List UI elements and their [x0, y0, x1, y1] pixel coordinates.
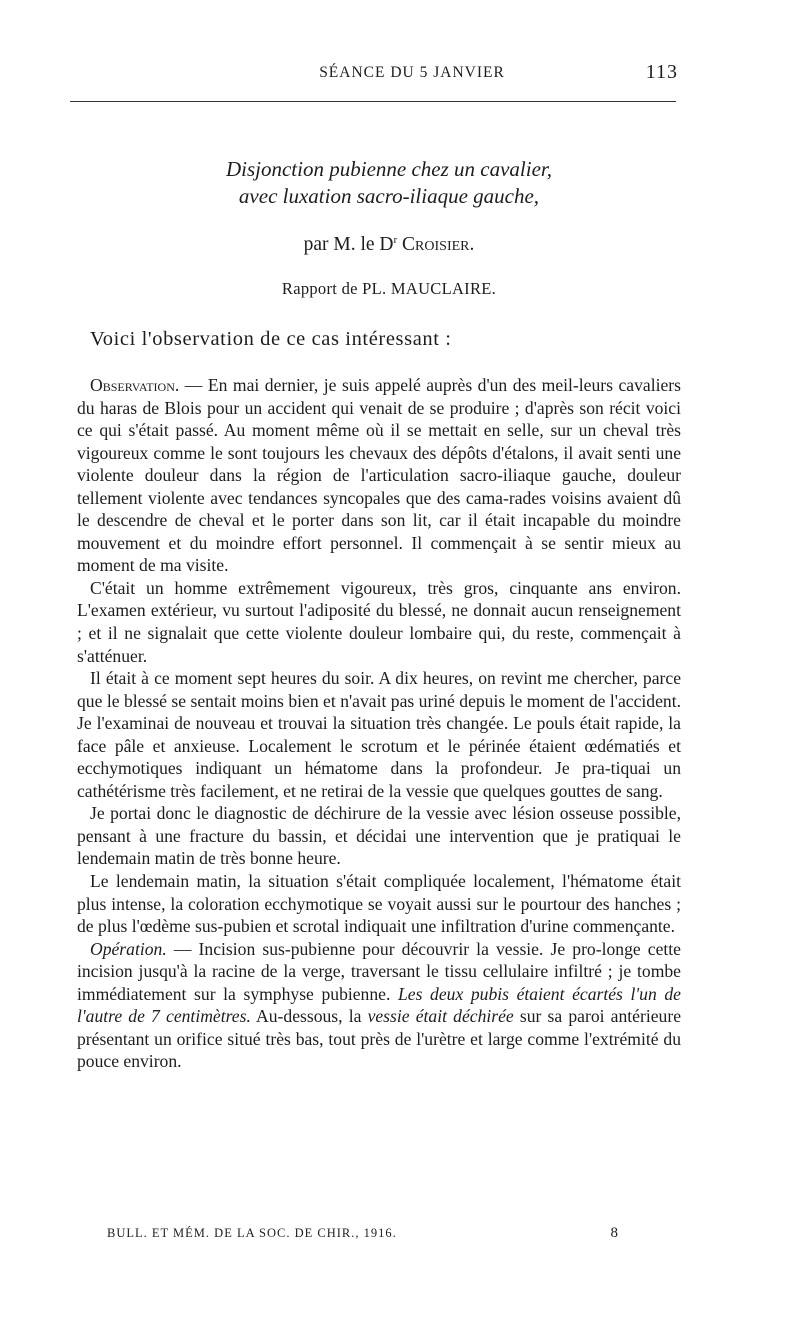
article-title-line-2: avec luxation sacro-iliaque gauche, [238, 184, 540, 208]
operation-text-c: sur sa paroi antérieure présentant un orifice situé très bas, tout près de l'urètre et large comme l'extrémité du pouce environ. [77, 1006, 682, 1072]
paragraph-5: Le lendemain matin, la situation s'était compliquée localement, l'hématome était plus intense, la coloration ecchymotique se voyait aussi sur le pourtour des hanches ; de plus l'œdème sus-pubien et scrotal indiquait une infiltration d'urine commençante. [77, 871, 681, 937]
footer-citation: BULL. ET MÉM. DE LA SOC. DE CHIR., 1916. [107, 1226, 397, 1240]
page-number: 113 [645, 61, 678, 83]
operation-italic-2: vessie était déchirée [367, 1006, 514, 1027]
running-title: SÉANCE DU 5 JANVIER [319, 64, 505, 81]
intro-sentence: Voici l'observation de ce cas intéressant : [90, 328, 452, 350]
paragraph-4: Je portai donc le diagnostic de déchirure de la vessie avec lésion osseuse possible, pensant à une fracture du bassin, et décidai une intervention que je pratiquai le lendemain matin de très bonne heure. [77, 803, 681, 869]
page-footer [107, 1226, 619, 1246]
report-line: Rapport de PL. MAUCLAIRE. [281, 279, 497, 298]
article-body [77, 374, 681, 1073]
paragraph-2: C'était un homme extrêmement vigoureux, très gros, cinquante ans environ. L'examen extérieur, vu surtout l'adiposité du blessé, ne donnait aucun renseignement ; et il ne signalait que cette violente douleur lombaire qui, du reste, commençait à s'atténuer. [77, 577, 681, 666]
paragraph-3: Il était à ce moment sept heures du soir. A dix heures, on revint me chercher, parce que le blessé se sentait moins bien et n'avait pas uriné depuis le moment de l'accident. Je l'examinai de nouveau et trouvai la situation très changée. Le pouls était rapide, la face pâle et anxieuse. Localement le scrotum et le périnée étaient œdématiés et ecchymotiques indiquant un hématome dans la profondeur. Je pra-tiquai un cathétérisme très facilement, et ne retirai de la vessie que quelques gouttes de sang. [77, 668, 681, 801]
running-head [100, 61, 678, 88]
operation-italic-1: Les deux pubis étaient écartés l'un de l'autre de 7 centimètres. [77, 983, 681, 1027]
paragraph-1-text: — En mai dernier, je suis appelé auprès d'un des meil-leurs cavaliers du haras de Blois pour un accident qui venait de se produire ; d'après son récit voici ce qui s'était passé. Au moment même où il se mettait en selle, sur un cheval très vigoureux comme le sont toujours les chevaux des dépôts d'étalons, il avait senti une violente douleur dans la région de l'articulation sacro-iliaque gauche, douleur tellement violente avec tendances syncopales que des cama-rades voisins avaient dû le descendre de cheval et le porter dans son lit, car il était incapable du moindre mouvement et du moindre effort personnel. Il commençait à se sentir mieux au moment de ma visite. [77, 375, 681, 576]
author-line [100, 227, 678, 258]
article-title-block [100, 156, 678, 300]
author-name: Croisier. [402, 234, 475, 255]
observation-label: Observation. [90, 375, 180, 395]
header-rule [70, 101, 676, 102]
paragraph-operation [77, 938, 681, 1073]
author-superscript: r [393, 234, 398, 246]
article-title-line-1: Disjonction pubienne chez un cavalier, [225, 157, 552, 181]
paragraph-observation [77, 374, 681, 577]
operation-label: Opération. [90, 938, 167, 959]
signature-mark: 8 [610, 1225, 619, 1241]
operation-text-b: Au-dessous, la [250, 1006, 368, 1027]
operation-text-a: — Incision sus-pubienne pour découvrir la vessie. Je pro-longe cette incision jusqu'à la racine de la verge, traversant le tissu cellulaire infiltré ; je tombe immédiatement sur la symphyse pubienne. [77, 938, 681, 1004]
author-prefix: par M. le D [303, 234, 394, 255]
